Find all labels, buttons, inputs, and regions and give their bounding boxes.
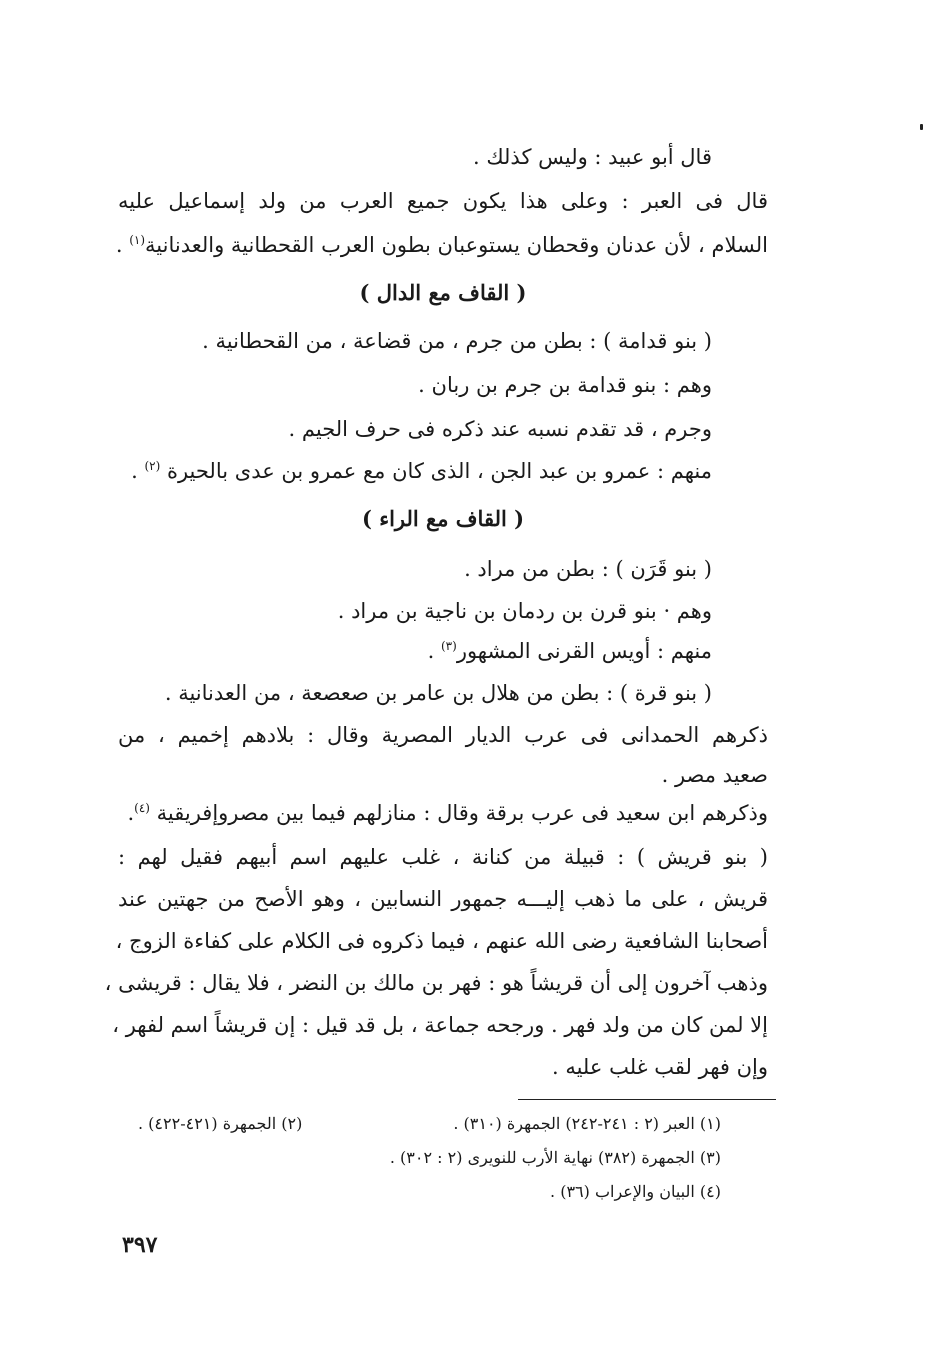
- line-text: صعيد مصر .: [661, 763, 768, 787]
- line-text: ( بنو قَرَن ) : بطن من مراد .: [464, 557, 712, 581]
- section-heading: [118, 278, 768, 308]
- footnote-marker: (٢): [144, 459, 161, 473]
- line-text: وجرم ، قد تقدم نسبه عند ذكره فى حرف الجيم .: [288, 417, 712, 441]
- text-line: [127, 798, 768, 828]
- line-text: ( بنو قريش ) : قبيلة من كنانة ، غلب عليهم اسم أبيهم فقيل لهم :: [118, 845, 768, 869]
- line-text: ( بنو قرة ) : بطن من هلال بن عامر بن صعصعة ، من العدنانية .: [164, 681, 712, 705]
- period: .: [131, 459, 138, 483]
- footnote-marker: (١): [129, 233, 146, 247]
- text-line: [112, 1010, 768, 1040]
- line-text: منهم : عمرو بن عبد الجن ، الذى كان مع عمرو بن عدى بالحيرة: [166, 459, 712, 483]
- footnote-text: (١) العبر (٢ : ٢٤١-٢٤٢) الجمهرة (٣١٠) .: [453, 1114, 721, 1133]
- footnote-1: [453, 1112, 721, 1136]
- line-text: ( بنو قدامة ) : بطن من جرم ، من قضاعة ، من القحطانية .: [202, 329, 712, 353]
- scan-speck: [920, 124, 923, 130]
- footnote-text: (٣) الجمهرة (٣٨٢) نهاية الأرب للنويرى (٢ : ٣٠٢) .: [389, 1148, 721, 1167]
- line-text: وإن فهر لقب غلب عليه .: [551, 1055, 768, 1079]
- line-text: قال أبو عبيد : وليس كذلك .: [472, 145, 712, 169]
- period: .: [127, 801, 135, 825]
- footnote-text: (٤) البيان والإعراب (٣٦) .: [550, 1182, 721, 1201]
- line-text: وهم : بنو قدامة بن جرم بن ربان .: [418, 373, 712, 397]
- text-line: [473, 142, 712, 172]
- footnote-2: [138, 1112, 302, 1136]
- line-text: وذهب آخرون إلى أن قريشاً هو : فهر بن مالك بن النضر ، فلا يقال : قريشى ،: [104, 971, 768, 995]
- line-text: ذكرهم الحمدانى فى عرب الديار المصرية وقال : بلادهم إخميم ، من: [118, 723, 768, 747]
- heading-text: ( القاف مع الدال ): [359, 280, 527, 305]
- page-number: ٣٩٧: [122, 1232, 158, 1258]
- text-line: [289, 414, 712, 444]
- heading-text: ( القاف مع الراء ): [361, 506, 525, 531]
- text-line: [165, 678, 712, 708]
- line-text: قريش ، على ما ذهب إليـــه جمهور النسابين ، وهو الأصح من جهتين عند: [118, 887, 768, 911]
- text-line: [428, 636, 712, 666]
- text-line: [118, 884, 768, 914]
- text-line: [118, 720, 768, 750]
- text-line: [131, 456, 712, 486]
- text-line: [464, 554, 712, 584]
- footnote-divider: [518, 1099, 776, 1100]
- footnote-marker: (٣): [440, 639, 457, 653]
- footnote-4: [550, 1180, 721, 1204]
- text-line: [116, 230, 768, 260]
- text-line: [115, 926, 768, 956]
- text-line: [662, 760, 768, 790]
- footnote-text: (٢) الجمهرة (٤٢١-٤٢٢) .: [138, 1114, 303, 1133]
- line-text: قال فى العبر : وعلى هذا يكون جميع العرب من ولد إسماعيل عليه: [118, 189, 768, 213]
- period: .: [115, 233, 123, 257]
- text-line: [118, 186, 768, 216]
- footnote-3: [390, 1146, 721, 1170]
- text-line: [104, 968, 768, 998]
- line-text: منهم : أويس القرنى المشهور: [456, 639, 712, 663]
- period: .: [427, 639, 435, 663]
- text-line: [418, 370, 712, 400]
- footnote-marker: (٤): [134, 801, 150, 815]
- text-line: [338, 596, 712, 626]
- text-line: [202, 326, 712, 356]
- text-line: [552, 1052, 768, 1082]
- line-text: السلام ، لأن عدنان وقحطان يستوعبان بطون العرب القحطانية والعدنانية: [145, 233, 768, 257]
- section-heading: [118, 504, 768, 534]
- line-text: إلا لمن كان من ولد فهر . ورجحه جماعة ، بل قد قيل : إن قريشاً اسم لفهر ،: [112, 1013, 768, 1037]
- line-text: وذكرهم ابن سعيد فى عرب برقة وقال : منازلهم فيما بين مصروإفريقية: [156, 801, 768, 825]
- line-text: وهم · بنو قرن بن ردمان بن ناجية بن مراد .: [337, 599, 712, 623]
- line-text: أصحابنا الشافعية رضى الله عنهم ، فيما ذكروه فى الكلام على كفاءة الزوج ،: [115, 929, 768, 953]
- text-line: [118, 842, 768, 872]
